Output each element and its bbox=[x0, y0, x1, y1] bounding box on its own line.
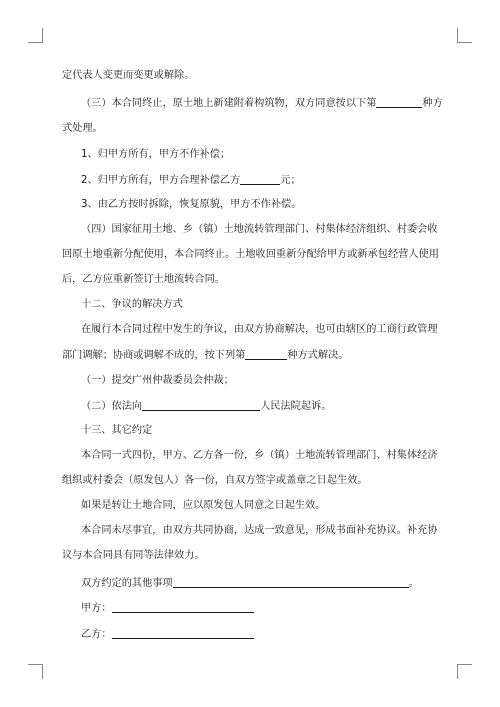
fill-blank-party-a[interactable] bbox=[112, 601, 254, 613]
text-line: 后，乙方应重新签订土地流转合同。 bbox=[62, 274, 225, 285]
text-line: 在履行本合同过程中发生的争议，由双方协商解决，也可由辖区的工商行政管理 bbox=[81, 324, 438, 335]
crop-mark-top-left bbox=[28, 28, 43, 43]
fill-blank[interactable] bbox=[142, 399, 260, 411]
text-line: （二）依法向 人民法院起诉。 bbox=[81, 401, 332, 412]
text-line: （三）本合同终止，原土地上新建附着构筑物，双方同意按以下第 种方 bbox=[81, 98, 443, 109]
fill-blank[interactable] bbox=[376, 96, 422, 108]
text-line: 本合同未尽事宜，由双方共同协商，达成一致意见，形成书面补充协议。补充协 bbox=[81, 525, 438, 536]
text-line: 1、归甲方所有，甲方不作补偿； bbox=[81, 149, 231, 160]
section-heading: 十三、其它约定 bbox=[81, 425, 153, 436]
fill-blank-other-matters[interactable] bbox=[173, 576, 409, 588]
text-line: 部门调解；协商或调解不成的，按下列第 种方式解决。 bbox=[62, 350, 349, 361]
text-line: 定代表人变更而变更或解除。 bbox=[62, 70, 195, 81]
crop-mark-top-right bbox=[457, 28, 472, 43]
signature-line-party-b: 乙方： bbox=[81, 627, 442, 642]
text-line: （四）国家征用土地、乡（镇）土地流转管理部门、村集体经济组织、村委会收 bbox=[81, 224, 438, 235]
fill-blank[interactable] bbox=[240, 173, 280, 185]
text-line: 如果是转让土地合同，应以原发包人同意之日起生效。 bbox=[81, 500, 326, 511]
text-line: 式处理。 bbox=[62, 123, 103, 134]
crop-mark-bottom-right bbox=[457, 664, 472, 679]
text-line: 组织或村委会（原发包人）各一份，自双方签字或盖章之日起生效。 bbox=[62, 475, 368, 486]
text-line: 3、由乙方按时拆除，恢复原貌，甲方不作补偿。 bbox=[81, 199, 302, 210]
signature-line-party-a: 甲方： bbox=[81, 601, 442, 616]
text-line: （一）提交广州仲裁委员会仲裁； bbox=[81, 375, 234, 386]
text-line: 议与本合同具有同等法律效力。 bbox=[62, 550, 205, 561]
text-line: 2、归甲方所有，甲方合理补偿乙方 元； bbox=[81, 175, 301, 186]
fill-blank-party-b[interactable] bbox=[112, 627, 254, 639]
text-line: 双方约定的其他事项 。 bbox=[81, 578, 419, 589]
fill-blank[interactable] bbox=[245, 348, 287, 360]
text-line: 回原土地重新分配使用，本合同终止。土地收回重新分配给甲方或新承包经营人使用 bbox=[62, 249, 439, 260]
section-heading: 十二、争议的解决方式 bbox=[81, 299, 183, 310]
crop-mark-bottom-left bbox=[28, 664, 43, 679]
text-line: 本合同一式四份，甲方、乙方各一份，乡（镇）土地流转管理部门、村集体经济 bbox=[81, 450, 438, 461]
